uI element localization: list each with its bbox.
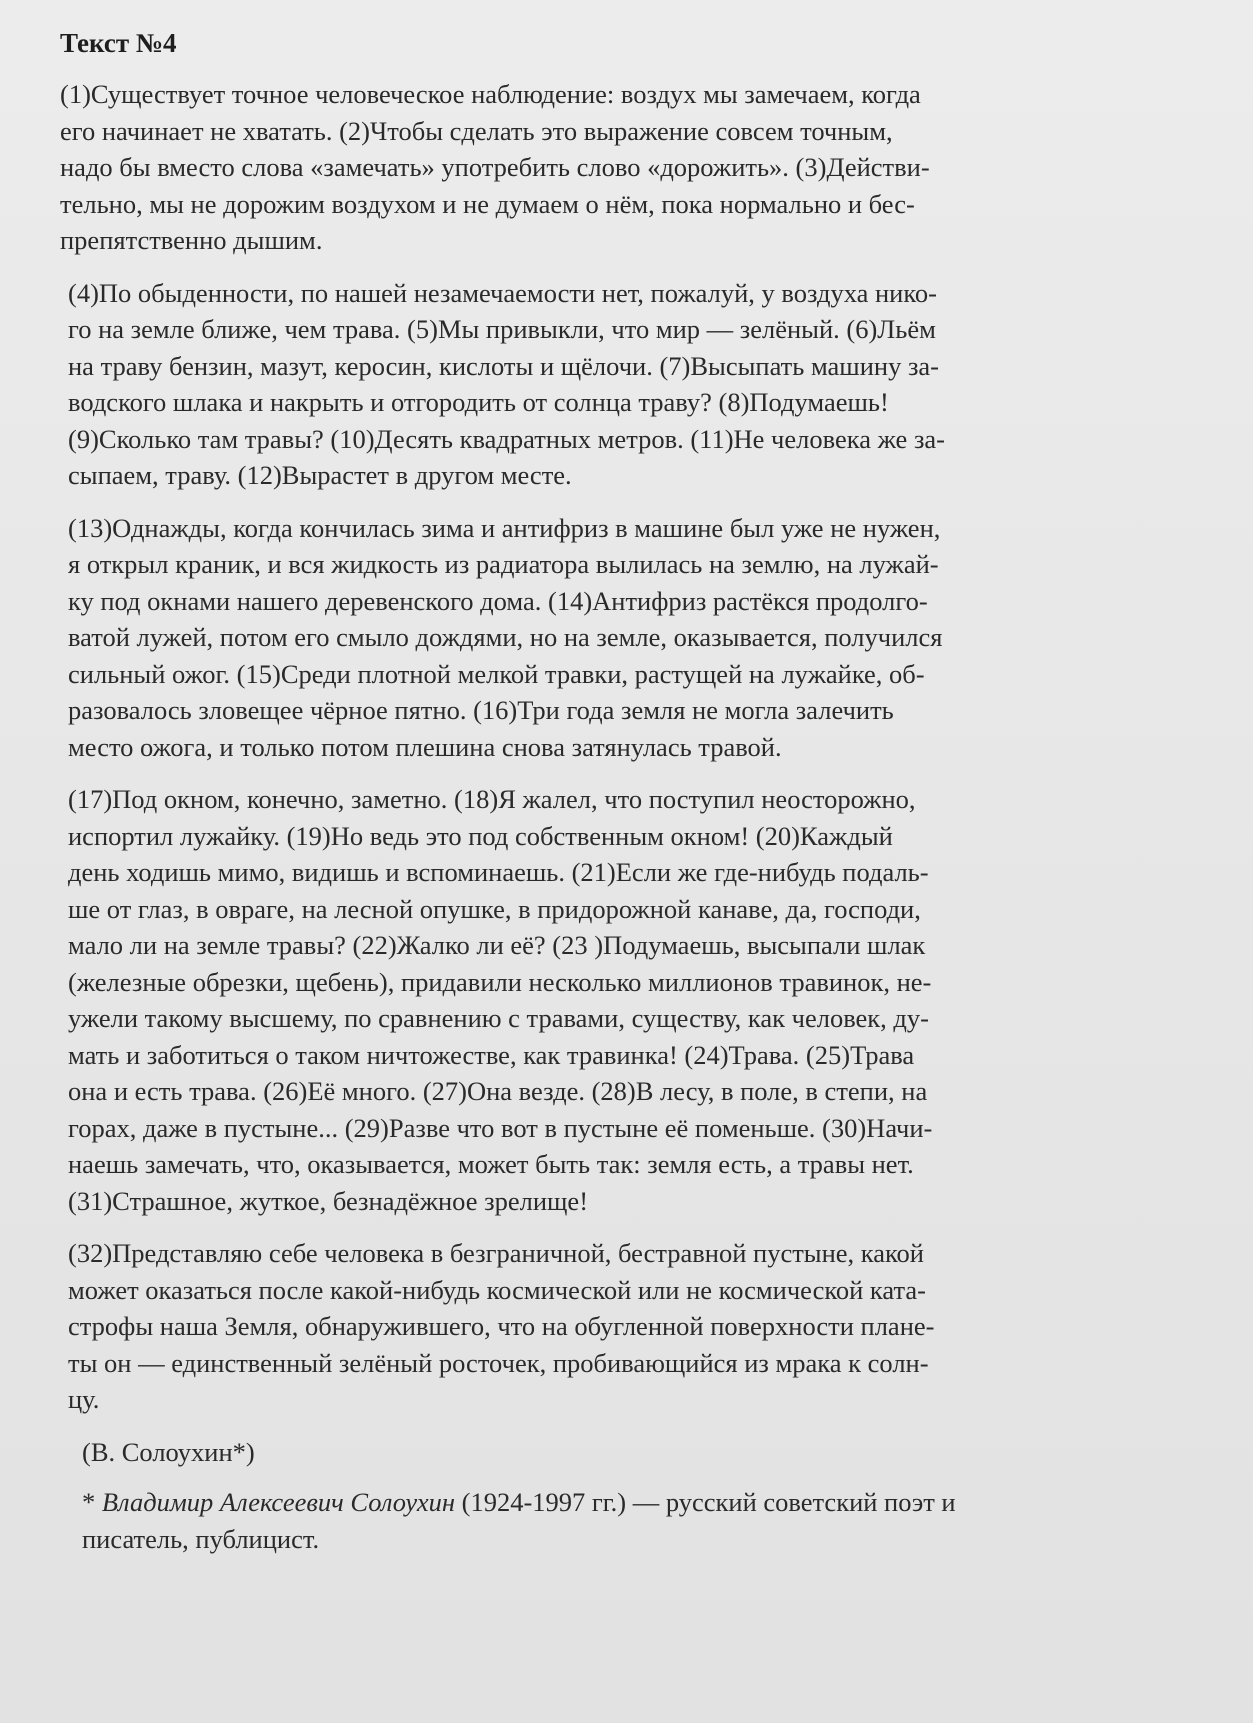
text-line: го на земле ближе, чем трава. (5)Мы привыкли, что мир — зелёный. (6)Льём [68, 314, 936, 344]
text-line: ватой лужей, потом его смыло дождями, но на земле, оказывается, получился [68, 622, 943, 652]
text-line: ужели такому высшему, по сравнению с травами, существу, как человек, ду- [68, 1003, 929, 1033]
text-line: сыпаем, траву. (12)Вырастет в другом месте. [68, 460, 572, 490]
paragraph-2 [60, 275, 1197, 494]
text-line: место ожога, и только потом плешина снова затянулась травой. [68, 731, 782, 762]
text-line: тельно, мы не дорожим воздухом и не думаем о нём, пока нормально и бес- [60, 188, 915, 219]
text-line: ку под окнами нашего деревенского дома. (14)Антифриз растёкся продолго- [68, 585, 928, 616]
text-line: цу. [68, 1384, 100, 1414]
text-line: разовалось зловещее чёрное пятно. (16)Три года земля не могла залечить [68, 695, 894, 725]
text-line: может оказаться после какой-нибудь космической или не космической ката- [68, 1274, 926, 1305]
text-line: горах, даже в пустыне... (29)Разве что вот в пустыне её поменьше. (30)Начи- [68, 1112, 933, 1143]
text-line: ше от глаз, в овраге, на лесной опушке, в придорожной канаве, да, господи, [68, 893, 921, 924]
text-line: ты он — единственный зелёный росточек, пробивающийся из мрака к солн- [68, 1347, 929, 1378]
footnote [82, 1484, 1197, 1557]
paragraph-3 [60, 510, 1197, 766]
text-line: на траву бензин, мазут, керосин, кислоты и щёлочи. (7)Высыпать машину за- [68, 350, 940, 381]
footnote-author-name: Владимир Алексеевич Солоухин [101, 1487, 456, 1517]
text-title: Текст №4 [60, 28, 177, 58]
author-attribution: (В. Солоухин*) [82, 1436, 255, 1467]
text-line: (31)Страшное, жуткое, безнадёжное зрелище! [68, 1185, 589, 1216]
paragraph-5 [60, 1235, 1197, 1418]
text-line: (4)По обыденности, по нашей незамечаемости нет, пожалуй, у воздуха нико- [68, 277, 937, 308]
text-line: надо бы вместо слова «замечать» употребить слово «дорожить». (3)Действи- [60, 152, 930, 182]
text-line: (9)Сколько там травы? (10)Десять квадратных метров. (11)Не человека же за- [68, 423, 945, 454]
text-line: препятственно дышим. [60, 225, 323, 255]
text-line: она и есть трава. (26)Её много. (27)Она везде. (28)В лесу, в поле, в степи, на [68, 1076, 928, 1106]
text-line: мать и заботиться о таком ничтожестве, как травинка! (24)Трава. (25)Трава [68, 1039, 915, 1070]
text-line: мало ли на земле травы? (22)Жалко ли её? (23 )Подумаешь, высыпали шлак [68, 930, 926, 960]
footnote-marker: * [82, 1487, 102, 1517]
footnote-details: (1924-1997 гг.) — русский советский поэт и [455, 1487, 956, 1517]
text-line: его начинает не хватать. (2)Чтобы сделать это выражение совсем точным, [60, 115, 893, 146]
text-line: испортил лужайку. (19)Но ведь это под собственным окном! (20)Каждый [68, 820, 893, 851]
text-line: я открыл краник, и вся жидкость из радиатора вылилась на землю, на лужай- [68, 549, 939, 579]
text-line: (32)Представляю себе человека в безграничной, бестравной пустыне, какой [68, 1238, 924, 1268]
text-line: (13)Однажды, когда кончилась зима и антифриз в машине был уже не нужен, [68, 512, 941, 543]
paragraph-1 [60, 76, 1197, 259]
text-line: (1)Существует точное человеческое наблюдение: воздух мы замечаем, когда [60, 79, 921, 109]
footnote-line-2: писатель, публицист. [82, 1523, 320, 1554]
text-line: (железные обрезки, щебень), придавили несколько миллионов травинок, не- [68, 966, 932, 997]
footnote-line-1 [82, 1484, 1197, 1521]
text-line: водского шлака и накрыть и отгородить от солнца траву? (8)Подумаешь! [68, 387, 889, 417]
text-line: наешь замечать, что, оказывается, может быть так: земля есть, а травы нет. [68, 1149, 914, 1179]
paragraph-4 [60, 781, 1197, 1219]
text-line: день ходишь мимо, видишь и вспоминаешь. (21)Если же где-нибудь подаль- [68, 857, 929, 887]
text-line: строфы наша Земля, обнаружившего, что на обугленной поверхности плане- [68, 1311, 935, 1341]
text-line: (17)Под окном, конечно, заметно. (18)Я жалел, что поступил неосторожно, [68, 784, 916, 814]
text-line: сильный ожог. (15)Среди плотной мелкой травки, растущей на лужайке, об- [68, 658, 925, 689]
